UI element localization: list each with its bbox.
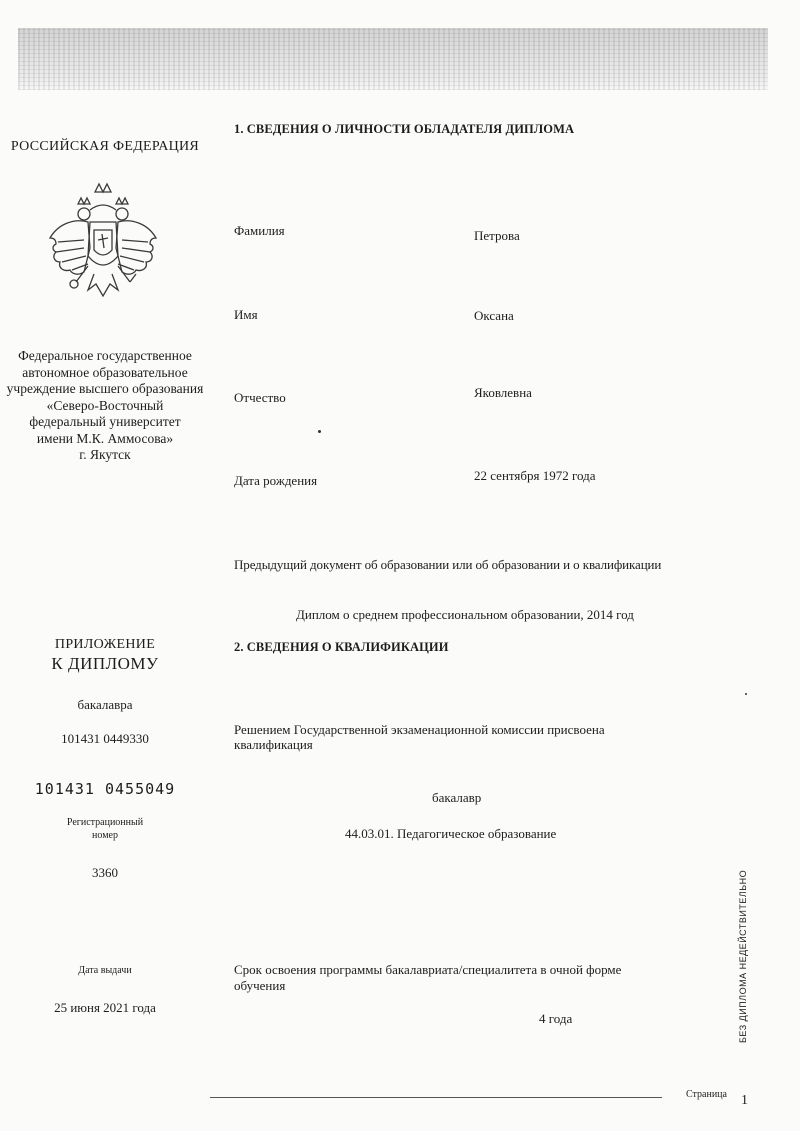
birth-date-value: 22 сентября 1972 года (474, 468, 596, 483)
first-name-value: Оксана (474, 308, 514, 323)
appendix-title-line1: ПРИЛОЖЕНИЕ (54, 637, 156, 652)
org-line: Федеральное государственное (18, 348, 192, 363)
study-duration-label (234, 962, 621, 994)
validity-side-note: БЕЗ ДИПЛОМА НЕДЕЙСТВИТЕЛЬНО (738, 869, 748, 1043)
scan-speck (318, 430, 321, 433)
org-line: имени М.К. Аммосова» (36, 430, 174, 446)
issue-date: 25 июня 2021 года (54, 1000, 156, 1015)
previous-document-value: Диплом о среднем профессиональном образовании, 2014 год (296, 607, 634, 622)
section2-title: 2. СВЕДЕНИЯ О КВАЛИФИКАЦИИ (234, 640, 449, 654)
decision-line: Решением Государственной экзаменационной комиссии присвоена (234, 722, 605, 737)
scan-speck (745, 693, 747, 695)
form-number: 101431 0455049 (34, 780, 176, 798)
page-number: 1 (741, 1093, 748, 1108)
appendix-title-line2: К ДИПЛОМУ (51, 654, 159, 673)
commission-decision (234, 722, 605, 752)
diploma-number: 101431 0449330 (61, 731, 149, 746)
reg-label-line: номер (92, 830, 118, 841)
country-name: РОССИЙСКАЯ ФЕДЕРАЦИЯ (10, 139, 200, 154)
org-line: федеральный университет (29, 414, 181, 429)
previous-document-label: Предыдущий документ об образовании или об образовании и о квалификации (234, 557, 662, 572)
organization-block (0, 348, 210, 464)
surname-value: Петрова (474, 228, 520, 243)
reg-label-line: Регистрационный (66, 817, 144, 828)
section1-title: 1. СВЕДЕНИЯ О ЛИЧНОСТИ ОБЛАДАТЕЛЯ ДИПЛОМА (234, 122, 575, 136)
duration-line: Срок освоения программы бакалавриата/специалитета в очной форме (234, 962, 622, 977)
russian-coat-of-arms-icon (44, 178, 162, 305)
patronymic-label: Отчество (234, 390, 286, 405)
org-line: «Северо-Восточный (46, 397, 164, 413)
duration-line: обучения (234, 978, 286, 993)
patronymic-value: Яковлевна (474, 385, 532, 400)
program-value: 44.03.01. Педагогическое образование (345, 826, 557, 841)
org-line: учреждение высшего образования (6, 381, 204, 396)
org-line: автономное образовательное (22, 364, 188, 380)
degree-level: бакалавра (77, 697, 133, 712)
study-duration-value: 4 года (539, 1011, 573, 1026)
surname-label: Фамилия (234, 223, 285, 238)
org-line: г. Якутск (79, 447, 131, 462)
qualification-value: бакалавр (432, 790, 482, 805)
birth-date-label: Дата рождения (234, 473, 318, 488)
page-label: Страница (686, 1089, 727, 1100)
issue-date-label: Дата выдачи (78, 965, 132, 976)
decision-line: квалификация (234, 737, 313, 752)
reg-number: 3360 (92, 865, 118, 880)
footer-rule (210, 1097, 662, 1098)
reg-number-label (0, 816, 210, 842)
first-name-label: Имя (234, 307, 258, 322)
scan-top-band (18, 28, 768, 90)
